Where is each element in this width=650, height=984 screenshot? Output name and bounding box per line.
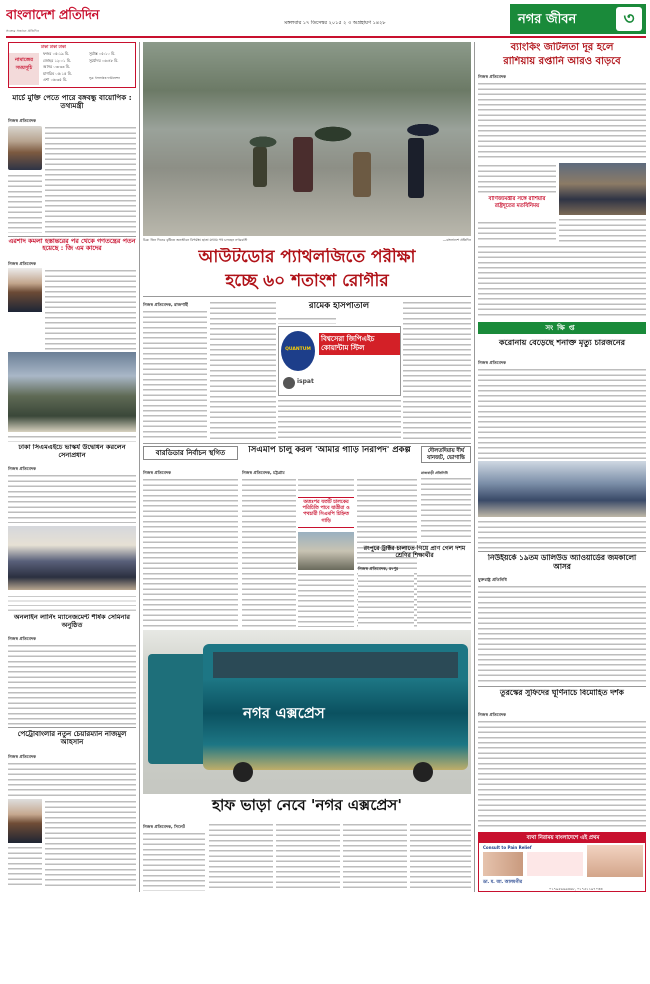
newyork-headline: নিউইয়র্কে ১৯তম ডালিউড অ্যাওয়ার্ডের জমকালো আসর <box>487 554 637 571</box>
story4-byline: নিজস্ব প্রতিবেদক <box>8 636 37 641</box>
minister-meeting-photo <box>559 163 646 215</box>
story-daulat-headline: দৌলতদিয়ায় দীর্ঘ যানজট, ভোগান্তি <box>421 446 471 463</box>
seminar-photo <box>8 526 136 590</box>
sunrise-time: সূর্যোদয় ০৬:৪৮ মি. <box>89 57 119 63</box>
story-cmp-body-col2 <box>298 477 354 495</box>
story4-body <box>8 643 136 725</box>
pain-ad-knee-image <box>587 845 643 877</box>
date-line: মঙ্গলবার ১৭ ডিসেম্বর ২০১৫ ২ ৩ অগ্রহায়ণ ১৪২৮ <box>284 20 386 26</box>
story-rangpur-body-b <box>417 573 471 627</box>
lead-body-col3-top <box>278 316 336 324</box>
section-title: নগর জীবন <box>518 12 577 27</box>
quantum-ad-text: বিশ্বসেরা জিপিএইচ কোয়ান্টাম স্টিল <box>319 333 401 355</box>
quantum-steel-ad[interactable] <box>278 326 401 396</box>
ispat-logo-text: ispat <box>297 378 314 385</box>
bottom-body-col5 <box>410 822 471 891</box>
lead-byline: নিজস্ব প্রতিবেদক, রাজশাহী <box>143 302 189 307</box>
right1-headline-line2: রাশিয়ায় রপ্তানি আরও বাড়বে <box>503 56 621 67</box>
story-bar-byline: নিজস্ব প্রতিবেদক <box>143 470 172 475</box>
story3-body-right <box>8 434 136 442</box>
cmp-vehicle-photo <box>298 532 354 570</box>
prayer-box-title: ঢাকা ঢাকা ঢাকা <box>41 44 66 49</box>
event-photo <box>8 352 136 432</box>
corona-byline: নিজস্ব প্রতিবেদক <box>478 360 507 365</box>
prayer-label-text: নামাজের সময়সূচি <box>15 57 33 71</box>
pain-ad-services <box>527 852 583 876</box>
bottom-body-col2 <box>209 822 273 891</box>
story5-byline: নিজস্ব প্রতিবেদক <box>8 754 37 759</box>
pain-ad-title: ব্যথা নিরাময় বাংলাদেশে এই প্রথম <box>479 833 646 843</box>
pain-ad-image <box>483 852 523 876</box>
lead-subhead: রামেক হাসপাতাল <box>308 302 370 311</box>
story-cmp-byline: নিজস্ব প্রতিবেদক, চট্টগ্রাম <box>242 470 285 475</box>
brief-banner <box>478 322 646 334</box>
sunset-time: সূর্যাস্ত ০৫:১০ মি. <box>89 51 116 56</box>
story5-body-lower <box>8 845 42 889</box>
brief-label: সংক্ষিপ্ত <box>545 324 579 332</box>
bus-main <box>203 644 468 770</box>
bottom-headline: হাফ ভাড়া নেবে 'নগর এক্সপ্রেস' <box>212 797 402 814</box>
pain-clinic-ad[interactable] <box>478 832 646 892</box>
paper-name: বাংলাদেশ প্রতিদিন <box>6 8 100 23</box>
bus-wheel <box>233 762 253 782</box>
pain-ad-doctor: ডা. ম. আ. আলমগীর <box>483 880 523 885</box>
story5-body-top <box>8 761 136 797</box>
lead-body-col1 <box>143 309 207 441</box>
story-rangpur-body-a <box>358 573 414 627</box>
prayer-source: সূত্র: ইসলামিক ফাউন্ডেশন <box>89 76 120 81</box>
story-daulat-body <box>421 476 471 540</box>
pain-ad-phone: ০১৭৯৫৬৬৯৩৬৮, ০১৭৫১১৯৭০৩৩ <box>549 887 603 891</box>
right1-body-top <box>478 81 646 161</box>
right1-body-right <box>559 217 646 242</box>
pain-ad-subtitle: Consult to Pain Relief <box>483 845 532 850</box>
story-bar-body <box>143 477 238 627</box>
right1-body-mid <box>478 163 556 193</box>
bottom-body-col4 <box>343 822 407 891</box>
right1-pullquote: বাণিজ্যমন্ত্রীর সঙ্গে রাশিয়ার রাষ্ট্রদূতের মতবিনিময় <box>488 196 546 209</box>
masthead-logo <box>6 6 116 34</box>
prayer-row: আসর ০৩:৩৩ মি. <box>43 64 71 70</box>
bus-wheel <box>413 762 433 782</box>
chairman-photo <box>8 799 42 843</box>
bus-windows <box>213 652 458 678</box>
ispat-logo-icon <box>283 377 295 389</box>
bottom-body-col1 <box>143 831 205 891</box>
story3-byline: নিজস্ব প্রতিবেদক <box>8 466 37 471</box>
corona-body <box>478 367 646 459</box>
story3-headline: ঢাকা সিএমএইচে ভাস্কর্য উদ্বোধন করলেন সেনাপ্রধান <box>18 444 126 459</box>
seminar-caption <box>8 594 136 612</box>
story5-headline: পেট্রোবাংলার নতুন চেয়ারম্যান নাজমুল আহসান <box>17 730 127 747</box>
right1-body-left <box>478 220 556 242</box>
bus-left <box>148 654 208 764</box>
story4-headline: অনলাইন লার্নিং ম্যানেজমেন্ট শীর্ষক সেমিনার অনুষ্ঠিত <box>13 614 131 629</box>
newyork-body <box>478 584 646 684</box>
story-rangpur-headline: রংপুরে ট্রাক্টর চালাতে গিয়ে প্রাণ গেল দশম শ্রেণির শিক্ষার্থীর <box>363 545 466 560</box>
story-rangpur-byline: নিজস্ব প্রতিবেদক, রংপুর <box>358 566 399 571</box>
prayer-rows <box>43 51 87 84</box>
bottom-body-col3 <box>276 822 340 891</box>
story-cmp-body-col2b <box>298 572 354 627</box>
lead-body-col2 <box>210 300 276 441</box>
story-daulat-byline: রাজবাড়ী প্রতিনিধি <box>421 471 448 475</box>
page-number-box <box>616 7 642 31</box>
story2-byline: নিজস্ব প্রতিবেদক <box>8 261 37 266</box>
story-cmp-body-col1 <box>242 477 296 627</box>
rain-caption-credit: —বাংলাদেশ প্রতিদিন <box>442 238 471 242</box>
lead-headline-line1: আউটডোর প্যাথলজিতে পরীক্ষা <box>198 248 416 267</box>
bus-photo <box>143 630 471 794</box>
header-rule <box>6 36 646 38</box>
story3-body <box>8 473 136 523</box>
prayer-row: জোহর ১২:০১ মি. <box>43 57 72 63</box>
story5-body <box>45 799 136 889</box>
newyork-byline: যুক্তরাষ্ট্র প্রতিনিধি <box>478 577 507 582</box>
lead-body-col3-bottom <box>278 398 401 441</box>
page-number: ৩ <box>623 9 635 29</box>
story-cmp-headline: সিএমপি চালু করল 'আমার গাড়ি নিরাপদ' প্রকল্প <box>248 446 411 455</box>
story1-byline: নিজস্ব প্রতিবেদক <box>8 118 37 123</box>
bus-label: নগর এক্সপ্রেস <box>243 704 325 722</box>
turkey-byline: নিজস্ব প্রতিবেদক <box>478 712 507 717</box>
corona-body-lower <box>478 519 646 549</box>
paper-tagline: সত্যের সন্ধানে প্রতিদিন <box>6 29 40 33</box>
turkey-headline: তুরস্কের সুফিদের ঘূর্ণিনাচে বিমোহিত দর্শক <box>500 689 624 697</box>
right1-byline: নিজস্ব প্রতিবেদক <box>478 74 507 79</box>
right1-body-bottom <box>478 244 646 318</box>
section-banner <box>510 4 646 34</box>
turkey-body <box>478 719 646 829</box>
prayer-times-box <box>8 42 136 88</box>
prayer-box-label <box>9 53 39 85</box>
rain-street-photo <box>143 42 471 236</box>
story1-body-lower <box>8 173 42 233</box>
minister-photo <box>8 126 42 170</box>
rain-photo-caption <box>143 238 471 247</box>
story2-body <box>45 268 136 350</box>
sun-times <box>89 51 135 80</box>
story1-headline: মার্চে মুক্তি পেতে পারে বঙ্গবন্ধু বায়োপিক : তথ্যমন্ত্রী <box>12 94 132 111</box>
lead-body-col4 <box>403 300 471 441</box>
prayer-row: মাগরিব ০৫:১৫ মি. <box>43 70 72 76</box>
story-cmp-callout: অতঃপর যতটি চালকের পরিচিতি পাবে যাত্রীরা ও পথচারী সিএমপি চিহ্নিত গাড়ি <box>298 497 354 528</box>
rain-caption-text: চিত্র: তিন দিনের বৃষ্টিতে জনজীবন বিপর্যস্ত। ছাতা মাথায় পথ চলছেন নগরবাসী <box>143 238 248 242</box>
prayer-row: ফজর ০৫:১৯ মি. <box>43 51 70 56</box>
story-bar-headline: বারডিডার নির্বাচন স্থগিত <box>143 446 238 460</box>
prayer-row: এশা ০৬:৩৫ মি. <box>43 77 68 83</box>
bottom-byline: নিজস্ব প্রতিবেদক, সিলেট <box>143 824 186 829</box>
right1-headline-line1: ব্যাংকিং জটিলতা দূর হলে <box>510 42 614 53</box>
corona-photo <box>478 461 646 517</box>
politician-photo <box>8 268 42 312</box>
story1-body <box>45 125 136 233</box>
quantum-brand: QUANTUM <box>285 347 311 352</box>
story2-headline: এরশাদ কমলা হস্তান্তরের পর থেকে গণতন্ত্রের পতন হয়েছে : জি এম কাদের <box>8 238 136 253</box>
corona-headline: করোনায় বেড়েছে শনাক্ত মৃত্যু চারজনের <box>498 338 626 347</box>
lead-headline-line2: হচ্ছে ৬০ শতাংশ রোগীর <box>225 272 389 291</box>
quantum-logo-mark <box>281 331 315 371</box>
